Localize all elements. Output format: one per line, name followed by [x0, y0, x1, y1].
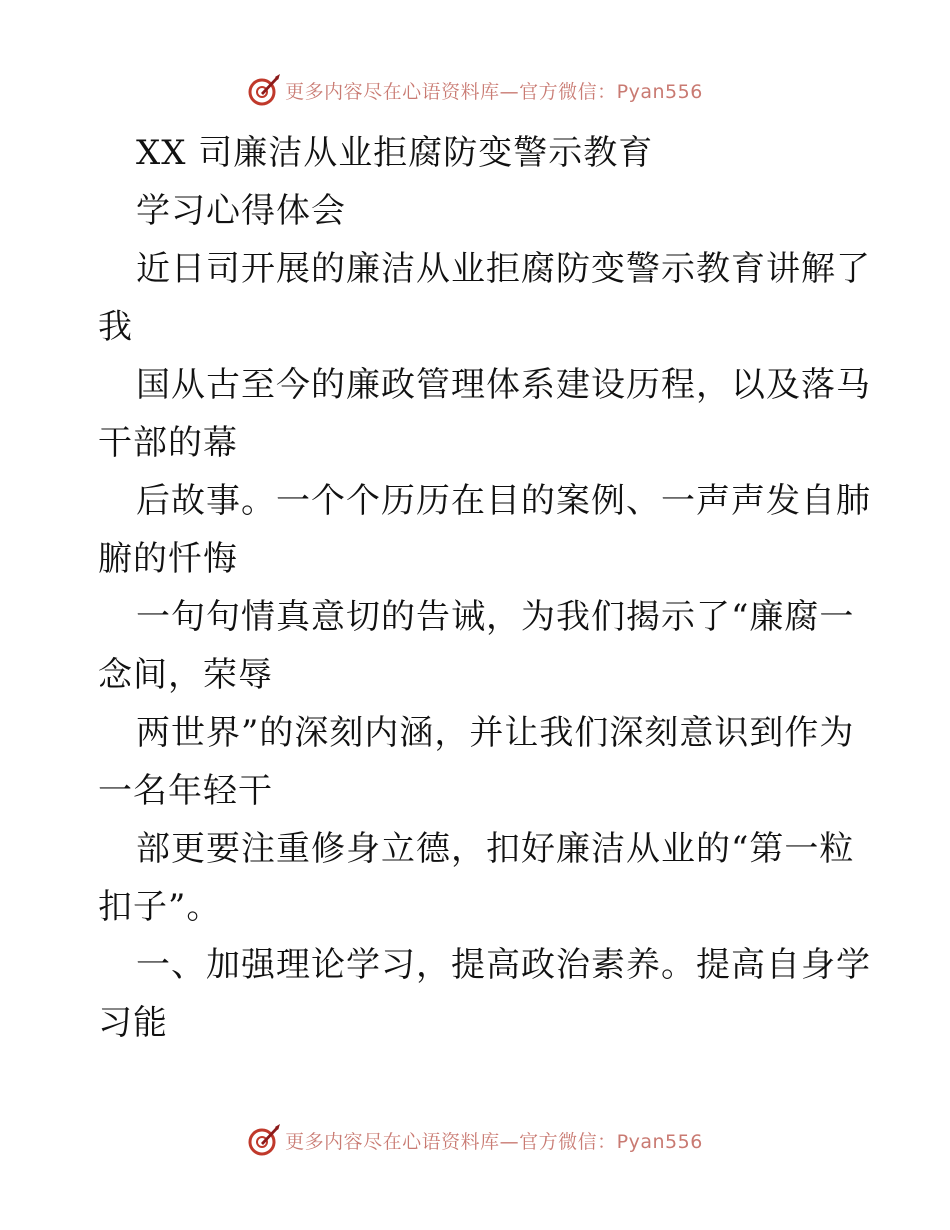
- text-line: 一、加强理论学习，提高政治素养。提高自身学: [136, 945, 871, 985]
- text-line: 习能: [98, 1003, 168, 1043]
- text-line: 国从古至今的廉政管理体系建设历程，以及落马: [136, 365, 871, 405]
- text-line: 腑的忏悔: [98, 539, 238, 579]
- text-line: 扣子”。: [98, 887, 222, 927]
- text-line: 一名年轻干: [98, 771, 273, 811]
- text-line: 我: [98, 307, 133, 347]
- watermark-text: 更多内容尽在心语资料库—官方微信：Pyan556: [285, 1130, 703, 1153]
- text-line: 后故事。一个个历历在目的案例、一声声发自肺: [136, 481, 871, 521]
- footer-watermark: [0, 1120, 950, 1160]
- text-line: 念间，荣辱: [98, 655, 273, 695]
- text-line: 近日司开展的廉洁从业拒腐防变警示教育讲解了: [136, 249, 871, 289]
- text-line: 两世界”的深刻内涵，并让我们深刻意识到作为: [136, 713, 855, 753]
- text-line: 一句句情真意切的告诫，为我们揭示了“廉腐一: [136, 597, 855, 637]
- document-body: [98, 124, 871, 1052]
- quill-pen-logo-icon: [247, 1123, 281, 1157]
- text-line: XX 司廉洁从业拒腐防变警示教育: [136, 133, 654, 173]
- quill-pen-logo-icon: [247, 73, 281, 107]
- watermark-text: 更多内容尽在心语资料库—官方微信：Pyan556: [285, 80, 703, 103]
- text-line: 干部的幕: [98, 423, 238, 463]
- text-line: 学习心得体会: [136, 191, 346, 231]
- text-line: 部更要注重修身立德，扣好廉洁从业的“第一粒: [136, 829, 855, 869]
- header-watermark: [0, 70, 950, 110]
